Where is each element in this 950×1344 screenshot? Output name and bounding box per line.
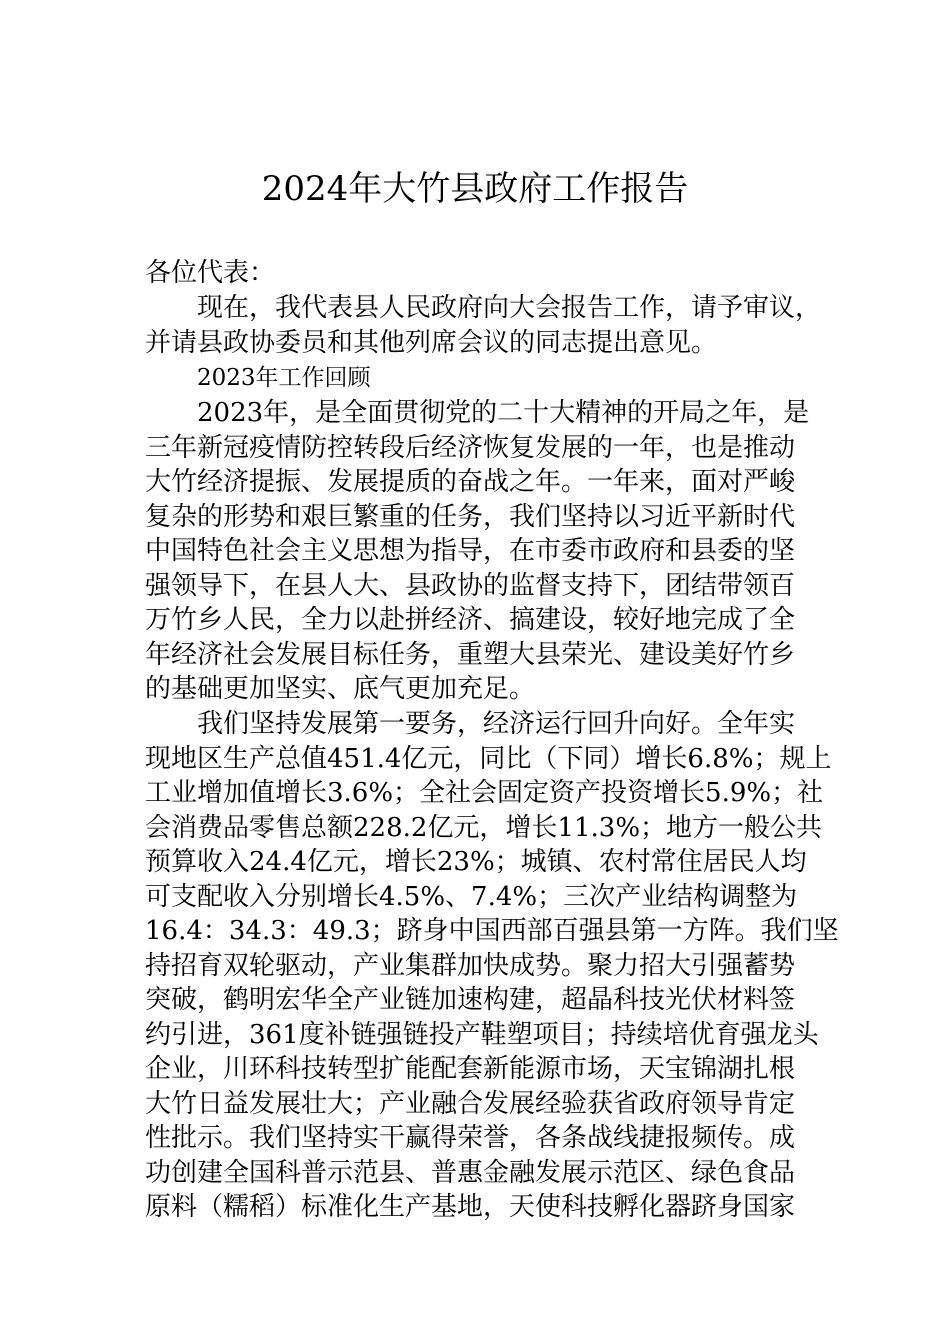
salutation: 各位代表： — [145, 258, 276, 288]
text-line: 复杂的形势和艰巨繁重的任务，我们坚持以习近平新时代 — [145, 501, 796, 532]
text-line: 持招育双轮驱动，产业集群加快成势。聚力招大引强蓄势 — [145, 950, 796, 981]
text-line: 工业增加值增长3.6%；全社会固定资产投资增长5.9%；社 — [145, 778, 824, 808]
text-line: 现地区生产总值451.4亿元，同比（下同）增长6.8%；规上 — [145, 743, 832, 774]
text-line: 约引进，361度补链强链投产鞋塑项目；持续培优育强龙头 — [145, 1019, 819, 1050]
section-heading: 2023年工作回顾 — [197, 365, 371, 391]
text-line: 突破，鹤明宏华全产业链加速构建，超晶科技光伏材料签 — [145, 985, 796, 1015]
text-line: 三年新冠疫情防控转段后经济恢复发展的一年，也是推动 — [145, 432, 796, 463]
text-line: 大竹经济提振、发展提质的奋战之年。一年来，面对严峻 — [145, 467, 796, 497]
text-line: 的基础更加坚实、底气更加充足。 — [145, 674, 536, 704]
text-line: 万竹乡人民，全力以赴拼经济、搞建设，较好地完成了全 — [145, 605, 796, 635]
text-line: 年经济社会发展目标任务，重塑大县荣光、建设美好竹乡 — [145, 639, 796, 670]
text-line: 企业，川环科技转型扩能配套新能源市场，天宝锦湖扎根 — [145, 1054, 796, 1084]
paragraph-opening — [145, 291, 822, 360]
text-line: 强领导下，在县人大、县政协的监督支持下，团结带领百 — [145, 570, 796, 601]
paragraph-review — [145, 396, 815, 707]
text-line: 原料（糯稻）标准化生产基地，天使科技孵化器跻身国家 — [145, 1192, 796, 1222]
text-line: 性批示。我们坚持实干赢得荣誉，各条战线捷报频传。成 — [145, 1123, 796, 1153]
text-line: 功创建全国科普示范县、普惠金融发展示范区、绿色食品 — [145, 1157, 796, 1188]
text-line: 16.4：34.3：49.3；跻身中国西部百强县第一方阵。我们坚 — [145, 916, 839, 946]
text-line: 会消费品零售总额228.2亿元，增长11.3%；地方一般公共 — [145, 812, 823, 843]
document-title: 2024年大竹县政府工作报告 — [261, 169, 689, 209]
text-line: 大竹日益发展壮大；产业融合发展经验获省政府领导肯定 — [145, 1088, 796, 1119]
text-line: 中国特色社会主义思想为指导，在市委市政府和县委的坚 — [145, 536, 796, 566]
paragraph-economy — [145, 707, 839, 1225]
text-line: 现在，我代表县人民政府向大会报告工作，请予审议， — [197, 293, 822, 323]
text-line: 预算收入24.4亿元，增长23%；城镇、农村常住居民人均 — [145, 847, 807, 877]
text-line: 我们坚持发展第一要务，经济运行回升向好。全年实 — [197, 709, 796, 739]
text-line: 可支配收入分别增长4.5%、7.4%；三次产业结构调整为 — [145, 881, 798, 912]
text-line: 2023年，是全面贯彻党的二十大精神的开局之年，是 — [197, 398, 810, 428]
text-line: 并请县政协委员和其他列席会议的同志提出意见。 — [145, 327, 718, 358]
